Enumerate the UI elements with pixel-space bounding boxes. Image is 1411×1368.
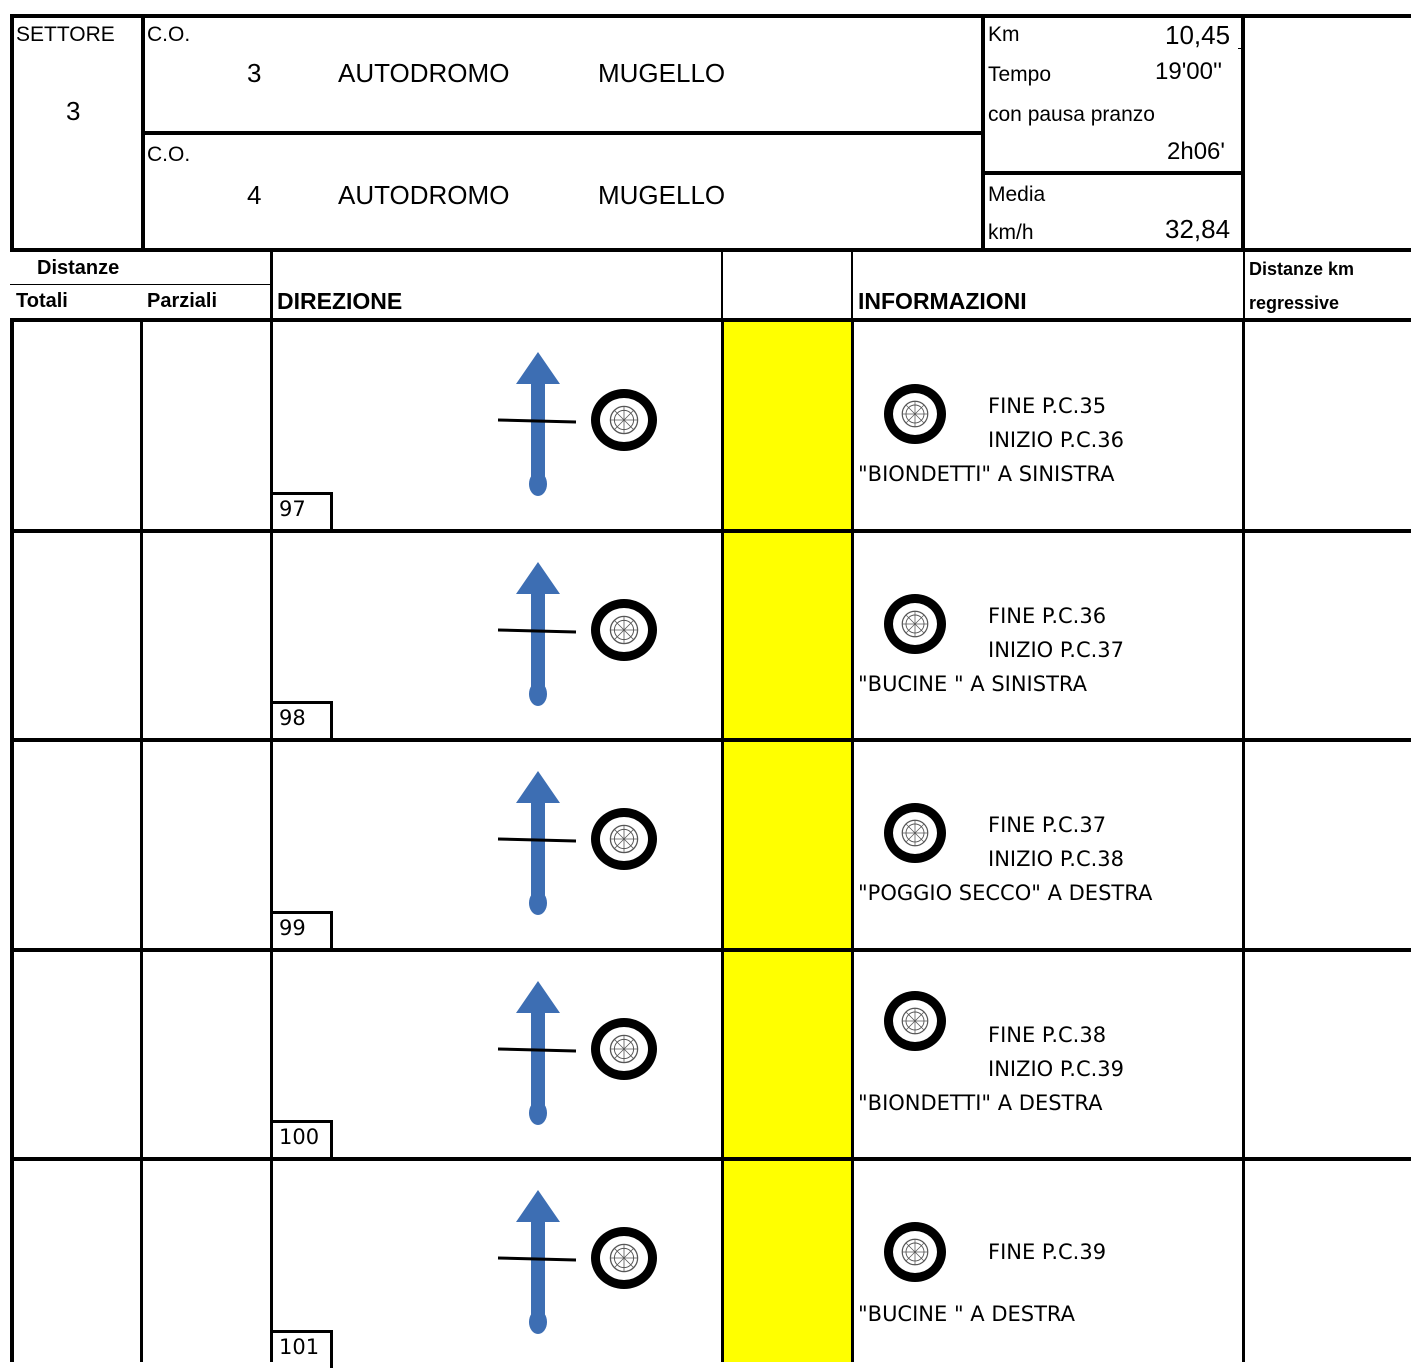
info-line-3: "BIONDETTI" A SINISTRA xyxy=(858,462,1115,486)
co-place-1b: MUGELLO xyxy=(598,58,726,88)
wheel-icon xyxy=(884,384,946,444)
info-line-3: "BUCINE " A SINISTRA xyxy=(858,672,1088,696)
media-value: 32,84 xyxy=(1165,214,1231,244)
step-number: 99 xyxy=(271,911,333,949)
regressive-header-1: Distanze km xyxy=(1249,259,1355,279)
wheel-icon xyxy=(591,808,657,870)
step-number: 100 xyxy=(271,1120,333,1158)
info-line-3: "BIONDETTI" A DESTRA xyxy=(858,1091,1103,1115)
co-place-2a: AUTODROMO xyxy=(338,180,510,210)
straight-arrow-icon xyxy=(496,562,580,707)
km-label: Km xyxy=(988,23,1020,46)
wheel-icon xyxy=(591,599,657,661)
row-divider xyxy=(10,529,1411,533)
row-divider xyxy=(10,738,1411,742)
info-line-3: "POGGIO SECCO" A DESTRA xyxy=(858,881,1153,905)
info-line-1: FINE P.C.36 xyxy=(988,604,1107,628)
co-number-1: 3 xyxy=(247,58,262,88)
wheel-icon xyxy=(884,991,946,1051)
wheel-icon xyxy=(591,1227,657,1289)
straight-arrow-icon xyxy=(496,352,580,497)
parziali-header: Parziali xyxy=(147,290,218,312)
straight-arrow-icon xyxy=(496,1190,580,1335)
step-number: 97 xyxy=(271,492,333,530)
co-label-2: C.O. xyxy=(147,143,191,166)
settore-value: 3 xyxy=(66,96,81,126)
regressive-header-2: regressive xyxy=(1249,293,1340,313)
km-value: 10,45 xyxy=(1165,20,1231,50)
tempo-label: Tempo xyxy=(988,63,1052,86)
pausa-label: con pausa pranzo xyxy=(988,103,1155,126)
kmh-label: km/h xyxy=(988,221,1034,244)
info-line-1: FINE P.C.35 xyxy=(988,394,1107,418)
wheel-icon xyxy=(591,389,657,451)
co-place-2b: MUGELLO xyxy=(598,180,726,210)
info-line-3: "BUCINE " A DESTRA xyxy=(858,1302,1076,1326)
row-divider xyxy=(10,1157,1411,1161)
media-label: Media xyxy=(988,183,1046,206)
wheel-icon xyxy=(591,1018,657,1080)
step-number: 98 xyxy=(271,701,333,739)
straight-arrow-icon xyxy=(496,771,580,916)
wheel-icon xyxy=(884,803,946,863)
step-number: 101 xyxy=(271,1330,333,1368)
tempo-value: 19'00'' xyxy=(1155,58,1223,85)
info-line-1: FINE P.C.38 xyxy=(988,1023,1107,1047)
info-line-2: INIZIO P.C.36 xyxy=(988,428,1125,452)
info-line-2: INIZIO P.C.38 xyxy=(988,847,1125,871)
settore-label: SETTORE xyxy=(16,23,115,46)
totali-header: Totali xyxy=(16,290,68,312)
wheel-icon xyxy=(884,1222,946,1282)
row-divider xyxy=(10,948,1411,952)
co-label-1: C.O. xyxy=(147,23,191,46)
info-line-1: FINE P.C.37 xyxy=(988,813,1107,837)
info-line-2: INIZIO P.C.37 xyxy=(988,638,1125,662)
info-line-1: FINE P.C.39 xyxy=(988,1240,1107,1264)
straight-arrow-icon xyxy=(496,981,580,1126)
distanze-header: Distanze xyxy=(37,257,120,279)
co-place-1a: AUTODROMO xyxy=(338,58,510,88)
direzione-header: DIREZIONE xyxy=(277,288,403,314)
info-line-2: INIZIO P.C.39 xyxy=(988,1057,1125,1081)
pausa-value: 2h06' xyxy=(1167,138,1225,165)
yellow-column xyxy=(724,322,851,1362)
wheel-icon xyxy=(884,594,946,654)
co-number-2: 4 xyxy=(247,180,262,210)
informazioni-header: INFORMAZIONI xyxy=(858,288,1027,314)
